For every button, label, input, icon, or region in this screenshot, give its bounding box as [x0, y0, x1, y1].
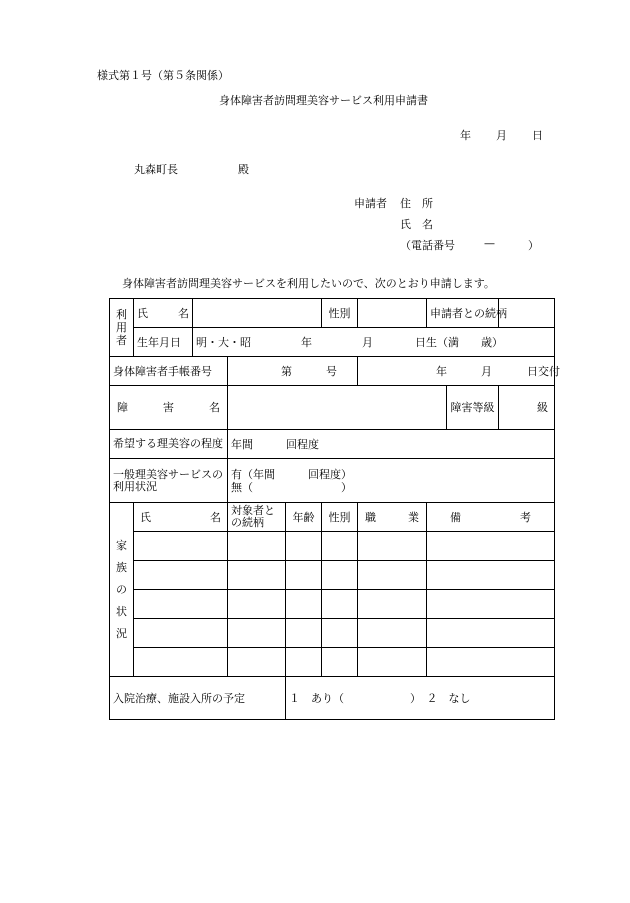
family-relation-cell[interactable]: [228, 619, 286, 648]
family-remarks-cell[interactable]: [427, 590, 555, 619]
family-age-cell[interactable]: [286, 532, 322, 561]
disability-label: 障 害 名: [110, 386, 228, 430]
family-age-header: 年齢: [286, 503, 322, 532]
family-age-cell[interactable]: [286, 561, 322, 590]
family-remarks-header: 備 考: [427, 503, 555, 532]
applicant-label: 申請者: [354, 197, 387, 210]
desired-field[interactable]: 年間 回程度: [228, 430, 555, 459]
issue-date-field[interactable]: [358, 357, 561, 386]
family-row: [110, 590, 555, 619]
family-remarks-cell[interactable]: [427, 619, 555, 648]
family-row: [110, 561, 555, 590]
application-table: [109, 298, 561, 720]
family-name-cell[interactable]: [134, 619, 228, 648]
handbook-label: 身体障害者手帳番号: [110, 357, 228, 386]
family-age-cell[interactable]: [286, 590, 322, 619]
family-name-cell[interactable]: [134, 648, 228, 677]
birth-field[interactable]: [193, 328, 555, 357]
era-options: 明・大・昭: [196, 335, 251, 349]
grade-field[interactable]: [499, 386, 555, 430]
hospital-label: 入院治療、施設入所の予定: [110, 677, 286, 720]
family-relation-cell[interactable]: [228, 561, 286, 590]
family-sex-header: 性別: [322, 503, 358, 532]
general-no: 無（ ）: [231, 480, 352, 494]
family-job-cell[interactable]: [358, 532, 427, 561]
disability-field[interactable]: [228, 386, 447, 430]
family-name-header: 氏 名: [134, 503, 228, 532]
family-sex-cell[interactable]: [322, 590, 358, 619]
family-remarks-cell[interactable]: [427, 532, 555, 561]
family-remarks-cell[interactable]: [427, 561, 555, 590]
honorific: 殿: [238, 163, 249, 176]
family-row: [110, 648, 555, 677]
general-usage-label: 一般理美容サービスの利用状況: [110, 459, 228, 503]
family-sex-cell[interactable]: [322, 619, 358, 648]
handbook-no-suffix: 号: [326, 364, 337, 378]
family-age-cell[interactable]: [286, 648, 322, 677]
general-usage-field[interactable]: [228, 459, 555, 503]
handbook-number-field[interactable]: [228, 357, 358, 386]
grade-label: 障害等級: [447, 386, 499, 430]
issue-year: 年: [436, 364, 448, 378]
family-name-cell[interactable]: [134, 590, 228, 619]
date-month: 月: [496, 129, 507, 142]
desired-label: 希望する理美容の程度: [110, 430, 228, 459]
address-label: 住 所: [400, 197, 433, 210]
family-relation-header: 対象者との続柄: [228, 503, 286, 532]
family-name-cell[interactable]: [134, 532, 228, 561]
family-relation-cell[interactable]: [228, 648, 286, 677]
form-number: 様式第１号（第５条関係）: [97, 69, 229, 82]
phone-label: （電話番号: [400, 239, 455, 252]
family-group-label: 家 族 の 状 況: [110, 503, 134, 677]
date-year: 年: [460, 129, 471, 142]
family-job-cell[interactable]: [358, 590, 427, 619]
family-relation-cell[interactable]: [228, 590, 286, 619]
family-row: [110, 619, 555, 648]
family-remarks-cell[interactable]: [427, 648, 555, 677]
family-relation-cell[interactable]: [228, 532, 286, 561]
handbook-no-prefix: 第: [281, 364, 292, 378]
document-title: 身体障害者訪問理美容サービス利用申請書: [219, 94, 428, 107]
name-label: 氏 名: [400, 218, 433, 231]
date-day: 日: [532, 129, 543, 142]
family-job-cell[interactable]: [358, 648, 427, 677]
family-sex-cell[interactable]: [322, 532, 358, 561]
issue-month: 月: [481, 364, 493, 378]
family-sex-cell[interactable]: [322, 561, 358, 590]
birth-label: 生年月日: [134, 328, 193, 357]
relation-label: 申請者との続柄: [427, 299, 499, 328]
phone-close: ）: [528, 239, 539, 252]
sex-label: 性別: [322, 299, 358, 328]
birth-day-age: 日生（満 歳）: [415, 335, 503, 349]
hospital-field[interactable]: １ あり（ ） ２ なし: [286, 677, 555, 720]
addressee: 丸森町長: [134, 163, 178, 176]
birth-year: 年: [301, 335, 312, 349]
family-row: [110, 532, 555, 561]
phone-dash: —: [484, 237, 495, 250]
family-job-cell[interactable]: [358, 561, 427, 590]
sex-field[interactable]: [358, 299, 427, 328]
grade-unit: 級: [537, 401, 549, 414]
family-name-cell[interactable]: [134, 561, 228, 590]
user-name-label: 氏 名: [134, 299, 193, 328]
family-job-header: 職 業: [358, 503, 427, 532]
general-yes: 有（年間 回程度）: [231, 467, 352, 481]
family-job-cell[interactable]: [358, 619, 427, 648]
family-age-cell[interactable]: [286, 619, 322, 648]
family-sex-cell[interactable]: [322, 648, 358, 677]
issue-day: 日交付: [527, 364, 561, 378]
birth-month: 月: [362, 335, 373, 349]
user-group-label: 利 用 者: [110, 299, 134, 357]
user-name-field[interactable]: [193, 299, 322, 328]
intro-text: 身体障害者訪問理美容サービスを利用したいので、次のとおり申請します。: [122, 277, 495, 290]
